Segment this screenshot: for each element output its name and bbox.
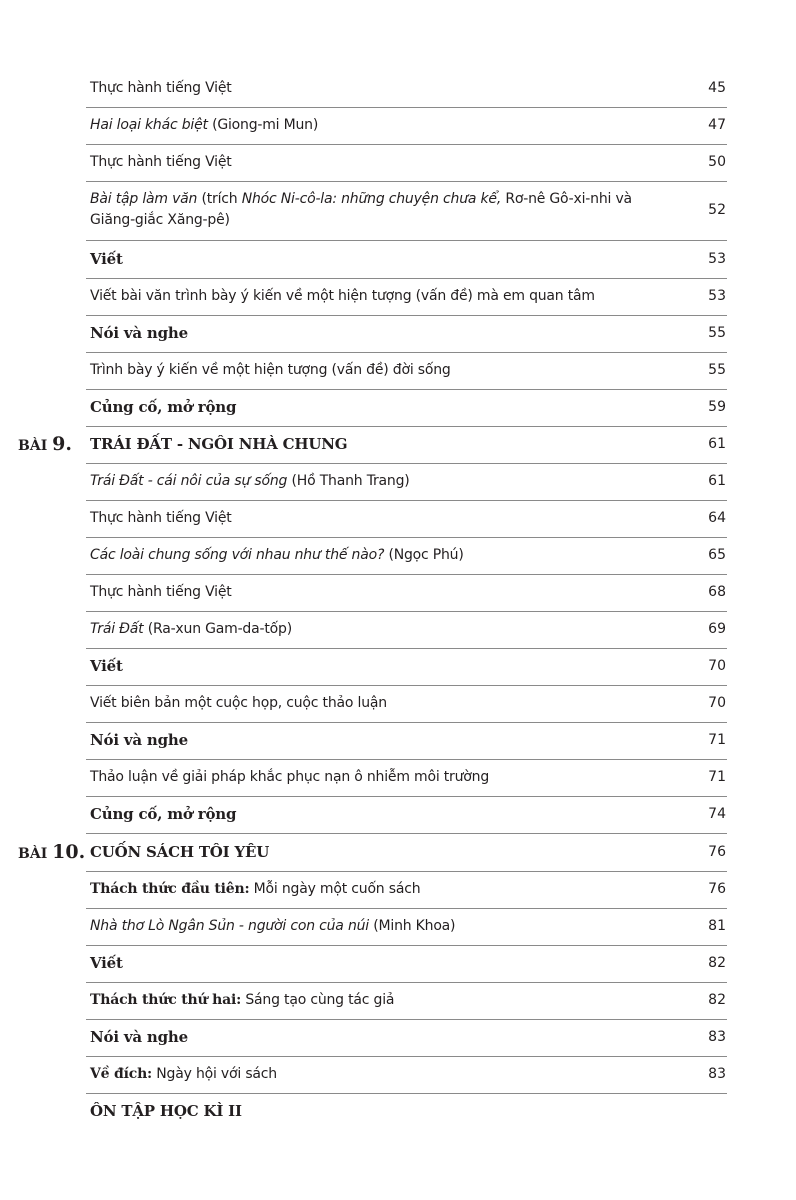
entry-text: Củng cố, mở rộng <box>90 398 237 416</box>
lesson-number <box>18 434 72 457</box>
lesson-number <box>18 842 85 865</box>
row-divider <box>86 107 727 108</box>
row-divider <box>86 144 727 145</box>
row-divider <box>86 685 727 686</box>
entry-text: TRÁI ĐẤT - NGÔI NHÀ CHUNG <box>90 435 348 453</box>
entry-title <box>90 545 650 566</box>
row-divider <box>86 648 727 649</box>
page-number: 45 <box>708 80 726 96</box>
entry-text: (Hồ Thanh Trang) <box>287 473 410 489</box>
work-title: Bài tập làm văn <box>90 191 198 207</box>
entry-title <box>90 434 650 455</box>
row-divider <box>86 908 727 909</box>
toc-entry <box>0 471 796 501</box>
entry-title <box>90 879 650 900</box>
page-number: 61 <box>708 473 726 489</box>
entry-label: Thách thức thứ hai: <box>90 992 242 1008</box>
entry-title <box>90 360 650 381</box>
row-divider <box>86 352 727 353</box>
page-number: 81 <box>708 918 726 934</box>
entry-title <box>90 582 650 603</box>
row-divider <box>86 500 727 501</box>
lesson-word: BÀI <box>18 846 48 862</box>
row-divider <box>86 982 727 983</box>
page-number: 61 <box>708 436 726 452</box>
toc-entry <box>0 78 796 108</box>
toc-entry <box>0 545 796 575</box>
entry-title <box>90 990 650 1011</box>
entry-text: ÔN TẬP HỌC KÌ II <box>90 1102 242 1120</box>
page-number: 69 <box>708 621 726 637</box>
toc-entry <box>0 323 796 353</box>
row-divider <box>86 945 727 946</box>
entry-text: Nói và nghe <box>90 324 188 342</box>
toc-entry <box>0 619 796 649</box>
entry-label: Về đích: <box>90 1066 153 1082</box>
toc-entry <box>0 1064 796 1094</box>
page-number: 71 <box>708 769 726 785</box>
page-number: 74 <box>708 806 726 822</box>
toc-entry <box>0 916 796 946</box>
toc-entry <box>0 152 796 182</box>
work-title: Nhà thơ Lò Ngân Sủn - người con của núi <box>90 918 369 934</box>
page-number: 55 <box>708 325 726 341</box>
entry-title <box>90 249 650 270</box>
entry-title <box>90 693 650 714</box>
entry-title <box>90 804 650 825</box>
lesson-heading-row <box>0 842 796 872</box>
entry-title <box>90 1101 650 1122</box>
entry-text: Thực hành tiếng Việt <box>90 510 232 526</box>
toc-entry <box>0 804 796 834</box>
entry-title <box>90 115 650 136</box>
entry-title <box>90 78 650 99</box>
page-number: 82 <box>708 992 726 1008</box>
toc-entry <box>0 249 796 279</box>
page-number: 65 <box>708 547 726 563</box>
work-title: Trái Đất <box>90 621 144 637</box>
toc-entry <box>0 189 796 241</box>
entry-text: Nói và nghe <box>90 731 188 749</box>
entry-title <box>90 953 650 974</box>
row-divider <box>86 833 727 834</box>
row-divider <box>86 1056 727 1057</box>
entry-text: Viết biên bản một cuộc họp, cuộc thảo luận <box>90 695 387 711</box>
lesson-heading-row <box>0 434 796 464</box>
page-number: 68 <box>708 584 726 600</box>
entry-title <box>90 916 650 937</box>
row-divider <box>86 796 727 797</box>
entry-text: CUỐN SÁCH TÔI YÊU <box>90 843 270 861</box>
entry-title <box>90 397 650 418</box>
row-divider <box>86 389 727 390</box>
toc-entry <box>0 656 796 686</box>
row-divider <box>86 463 727 464</box>
entry-title <box>90 656 650 677</box>
lesson-num: 9. <box>52 433 72 455</box>
page-number: 50 <box>708 154 726 170</box>
page-number: 71 <box>708 732 726 748</box>
toc-entry <box>0 953 796 983</box>
entry-text: Thực hành tiếng Việt <box>90 154 232 170</box>
toc-entry <box>0 1101 796 1131</box>
page-number: 70 <box>708 658 726 674</box>
entry-text: Thực hành tiếng Việt <box>90 584 232 600</box>
entry-text: (Ngọc Phú) <box>384 547 464 563</box>
entry-text: (Ra-xun Gam-da-tốp) <box>143 621 292 637</box>
row-divider <box>86 1019 727 1020</box>
row-divider <box>86 1093 727 1094</box>
work-title: Nhóc Ni-cô-la: những chuyện chưa kể, <box>241 191 502 207</box>
entry-title <box>90 842 650 863</box>
work-title: Trái Đất - cái nôi của sự sống <box>90 473 288 489</box>
entry-text: (Minh Khoa) <box>368 918 456 934</box>
entry-title <box>90 152 650 173</box>
page-number: 64 <box>708 510 726 526</box>
toc-entry <box>0 115 796 145</box>
page-number: 47 <box>708 117 726 133</box>
entry-text: (Giong-mi Mun) <box>207 117 319 133</box>
row-divider <box>86 759 727 760</box>
row-divider <box>86 574 727 575</box>
entry-text: Viết <box>90 954 123 972</box>
toc-entry <box>0 582 796 612</box>
row-divider <box>86 181 727 182</box>
entry-label: Thách thức đầu tiên: <box>90 881 250 897</box>
page-number: 83 <box>708 1066 726 1082</box>
entry-title <box>90 1027 650 1048</box>
page-number: 82 <box>708 955 726 971</box>
page-number: 59 <box>708 399 726 415</box>
entry-title <box>90 471 650 492</box>
row-divider <box>86 722 727 723</box>
entry-title <box>90 286 650 307</box>
entry-text: Ngày hội với sách <box>152 1066 277 1082</box>
entry-text: Viết <box>90 657 123 675</box>
entry-text: Thảo luận về giải pháp khắc phục nạn ô nhiễm môi trường <box>90 769 490 785</box>
entry-text: Viết bài văn trình bày ý kiến về một hiện tượng (vấn đề) mà em quan tâm <box>90 288 595 304</box>
page-number: 76 <box>708 844 726 860</box>
toc-entry <box>0 1027 796 1057</box>
toc-entry <box>0 879 796 909</box>
entry-text: Sáng tạo cùng tác giả <box>241 992 395 1008</box>
toc-entry <box>0 286 796 316</box>
toc-entry <box>0 990 796 1020</box>
row-divider <box>86 537 727 538</box>
toc-entry <box>0 397 796 427</box>
page-number: 53 <box>708 251 726 267</box>
entry-title <box>90 619 650 640</box>
entry-text: Viết <box>90 250 123 268</box>
toc-entry <box>0 730 796 760</box>
toc-entry <box>0 508 796 538</box>
row-divider <box>86 611 727 612</box>
entry-title <box>90 508 650 529</box>
entry-text: Thực hành tiếng Việt <box>90 80 232 96</box>
lesson-word: BÀI <box>18 438 48 454</box>
work-title: Hai loại khác biệt <box>90 117 208 133</box>
work-title: Các loài chung sống với nhau như thế nào? <box>90 547 385 563</box>
page-number: 52 <box>708 202 726 218</box>
entry-text: (trích <box>197 191 242 207</box>
entry-title <box>90 767 650 788</box>
entry-text: Rơ-nê Gô-xi-nhi và Giăng-giắc Xăng-pê) <box>90 191 632 228</box>
entry-text: Trình bày ý kiến về một hiện tượng (vấn đề) đời sống <box>90 362 451 378</box>
page-number: 53 <box>708 288 726 304</box>
toc-entry <box>0 767 796 797</box>
row-divider <box>86 426 727 427</box>
lesson-num: 10. <box>52 841 86 863</box>
page-number: 55 <box>708 362 726 378</box>
page-number: 76 <box>708 881 726 897</box>
entry-text: Nói và nghe <box>90 1028 188 1046</box>
page-number: 70 <box>708 695 726 711</box>
entry-title <box>90 730 650 751</box>
row-divider <box>86 871 727 872</box>
entry-title <box>90 189 650 231</box>
entry-title <box>90 323 650 344</box>
entry-text: Mỗi ngày một cuốn sách <box>249 881 421 897</box>
row-divider <box>86 278 727 279</box>
page-number: 83 <box>708 1029 726 1045</box>
toc-entry <box>0 360 796 390</box>
entry-text: Củng cố, mở rộng <box>90 805 237 823</box>
toc-entry <box>0 693 796 723</box>
entry-title <box>90 1064 650 1085</box>
row-divider <box>86 240 727 241</box>
row-divider <box>86 315 727 316</box>
